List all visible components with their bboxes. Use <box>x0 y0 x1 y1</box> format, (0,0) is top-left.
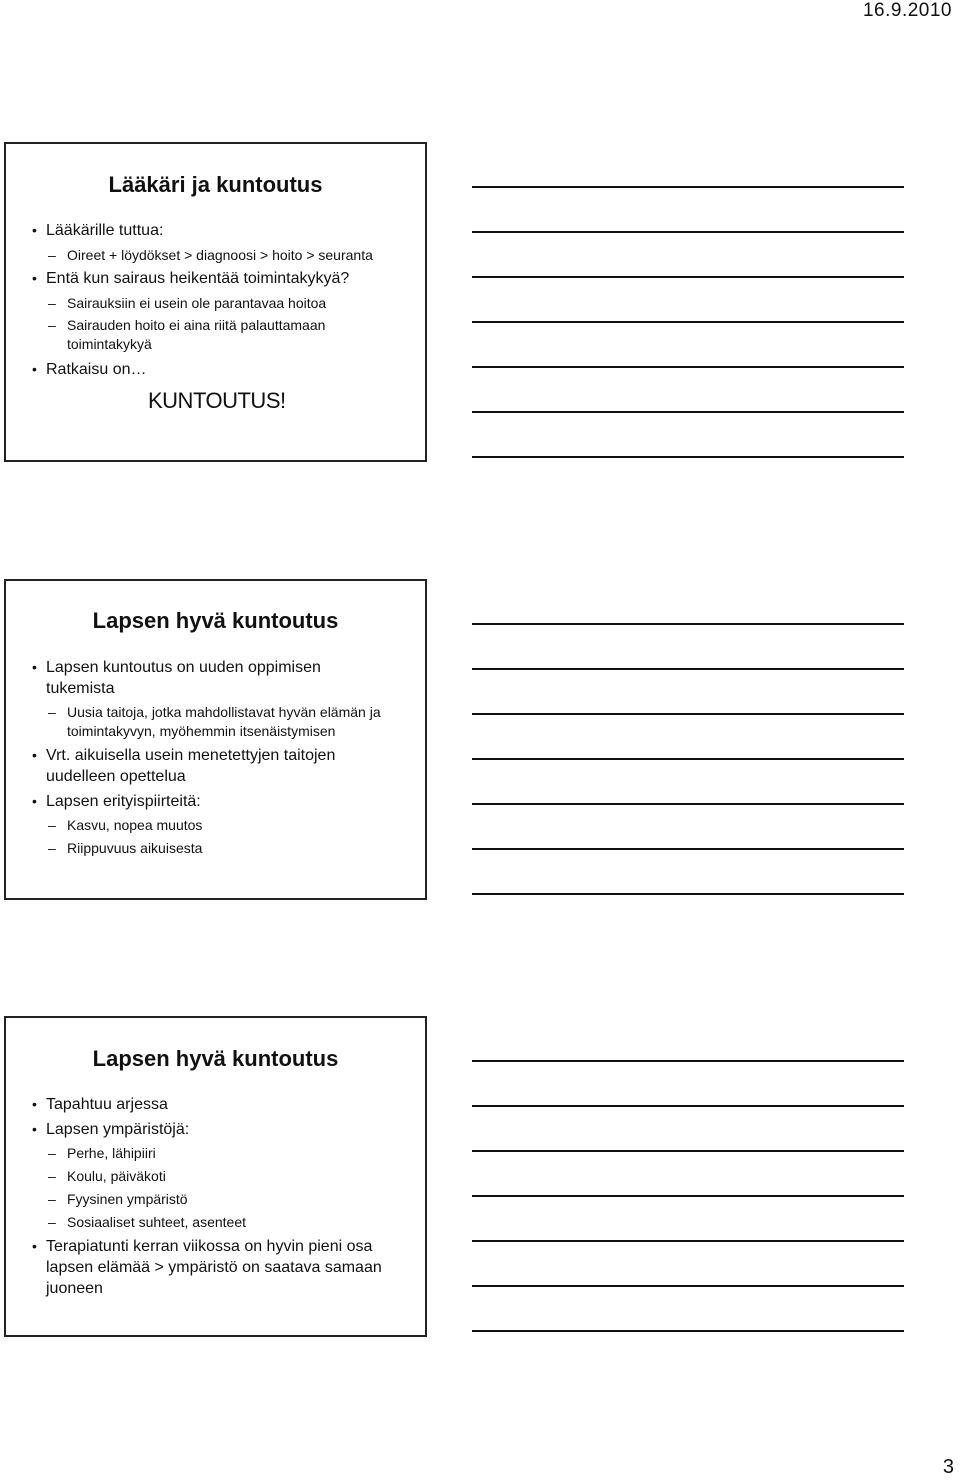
sub-item <box>20 316 377 354</box>
bullet-item <box>20 220 415 241</box>
dash-icon: – <box>48 704 56 720</box>
bullet-text: Lapsen kuntoutus on uuden oppimisen tukemista <box>46 659 321 697</box>
bullet-item <box>20 1236 406 1299</box>
dash-icon: – <box>48 1168 56 1184</box>
bullet-item <box>20 359 415 380</box>
note-line <box>472 713 904 715</box>
sub-item <box>20 294 415 313</box>
bullet-item <box>20 1119 415 1140</box>
note-line <box>472 1150 904 1152</box>
sub-item <box>20 816 415 835</box>
bullet-item <box>20 745 376 787</box>
note-line <box>472 803 904 805</box>
bullet-text: Lapsen erityispiirteitä: <box>46 793 201 810</box>
bullet-item <box>20 657 346 699</box>
sub-item <box>20 703 392 741</box>
note-line <box>472 1060 904 1062</box>
note-line <box>472 1195 904 1197</box>
bullet-text: Lapsen ympäristöjä: <box>46 1121 190 1138</box>
sub-text: Sairauden hoito ei aina riitä palauttamaan toimintakykyä <box>67 317 326 352</box>
note-line <box>472 848 904 850</box>
bullet-icon: • <box>32 1096 37 1112</box>
bullet-text: Terapiatunti kerran viikossa on hyvin pieni osa lapsen elämää > ympäristö on saatava samaan juoneen <box>46 1238 382 1297</box>
bullet-icon: • <box>32 793 37 809</box>
note-line <box>472 231 904 233</box>
slide-3 <box>4 1016 427 1337</box>
note-line <box>472 411 904 413</box>
note-line <box>472 1105 904 1107</box>
note-line <box>472 456 904 458</box>
notes-lines-1 <box>472 186 904 501</box>
dash-icon: – <box>48 247 56 263</box>
emphasis-text: KUNTOUTUS! <box>148 388 286 413</box>
sub-text: Sosiaaliset suhteet, asenteet <box>67 1214 247 1230</box>
slide-2 <box>4 579 427 900</box>
sub-text: Oireet + löydökset > diagnoosi > hoito > seuranta <box>67 247 373 263</box>
bullet-item <box>20 1094 415 1115</box>
bullet-text: Ratkaisu on… <box>46 361 147 378</box>
bullet-item <box>20 268 415 289</box>
bullet-icon: • <box>32 747 37 763</box>
note-line <box>472 276 904 278</box>
note-line <box>472 186 904 188</box>
dash-icon: – <box>48 317 56 333</box>
notes-lines-3 <box>472 1060 904 1375</box>
note-line <box>472 668 904 670</box>
dash-icon: – <box>48 1191 56 1207</box>
slide-1 <box>4 142 427 462</box>
dash-icon: – <box>48 1214 56 1230</box>
note-line <box>472 758 904 760</box>
slide-body <box>20 657 415 862</box>
slide-title: Lapsen hyvä kuntoutus <box>92 608 339 633</box>
bullet-icon: • <box>32 270 37 286</box>
slide-body <box>20 220 415 414</box>
bullet-icon: • <box>32 1238 37 1254</box>
bullet-icon: • <box>32 659 37 675</box>
bullet-icon: • <box>32 222 37 238</box>
sub-text: Perhe, lähipiiri <box>67 1145 156 1161</box>
note-line <box>472 321 904 323</box>
note-line <box>472 623 904 625</box>
sub-text: Uusia taitoja, jotka mahdollistavat hyvän elämän ja toimintakyvyn, myöhemmin itsenäistymisen <box>67 704 381 739</box>
bullet-text: Tapahtuu arjessa <box>46 1096 168 1113</box>
sub-item <box>20 1190 415 1209</box>
sub-text: Riippuvuus aikuisesta <box>67 840 203 856</box>
sub-text: Koulu, päiväkoti <box>67 1168 166 1184</box>
dash-icon: – <box>48 1145 56 1161</box>
notes-lines-2 <box>472 623 904 938</box>
bullet-icon: • <box>32 1121 37 1137</box>
note-line <box>472 1285 904 1287</box>
slide-body <box>20 1094 415 1303</box>
sub-item <box>20 1167 415 1186</box>
bullet-text: Entä kun sairaus heikentää toimintakykyä? <box>46 270 350 287</box>
sub-text: Kasvu, nopea muutos <box>67 817 203 833</box>
bullet-icon: • <box>32 361 37 377</box>
dash-icon: – <box>48 840 56 856</box>
bullet-text: Lääkärille tuttua: <box>46 222 164 239</box>
note-line <box>472 366 904 368</box>
note-line <box>472 1240 904 1242</box>
sub-item <box>20 246 415 265</box>
page-number: 3 <box>942 1456 954 1478</box>
slide-title: Lapsen hyvä kuntoutus <box>92 1046 339 1071</box>
page-date: 16.9.2010 <box>862 0 952 21</box>
note-line <box>472 893 904 895</box>
slide-title: Lääkäri ja kuntoutus <box>108 172 323 197</box>
sub-item <box>20 839 415 858</box>
bullet-item <box>20 791 415 812</box>
dash-icon: – <box>48 295 56 311</box>
sub-item <box>20 1144 415 1163</box>
sub-item <box>20 1213 415 1232</box>
sub-text: Sairauksiin ei usein ole parantavaa hoitoa <box>67 295 327 311</box>
sub-text: Fyysinen ympäristö <box>67 1191 188 1207</box>
dash-icon: – <box>48 817 56 833</box>
bullet-text: Vrt. aikuisella usein menetettyjen taitojen uudelleen opettelua <box>46 747 336 785</box>
note-line <box>472 1330 904 1332</box>
